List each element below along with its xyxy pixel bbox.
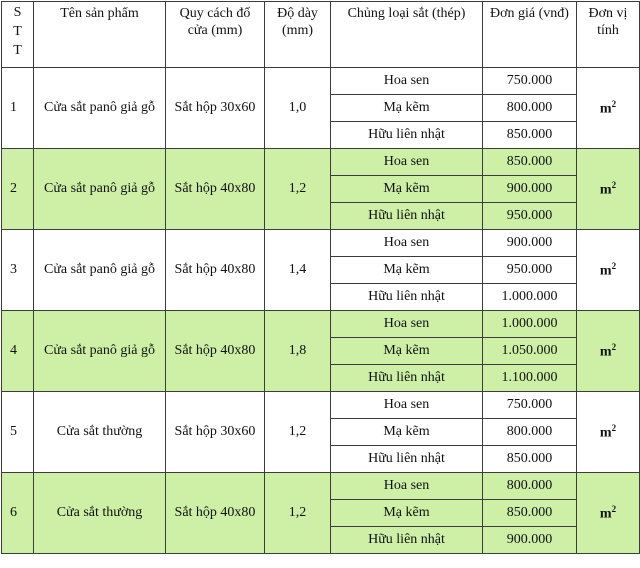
header-product-name: Tên sản phẩm <box>34 2 166 68</box>
steel-type-cell: Hữu liên nhật <box>331 284 483 311</box>
thickness-cell: 1,0 <box>265 68 331 149</box>
price-cell: 800.000 <box>483 419 577 446</box>
header-price: Đơn giá (vnđ) <box>483 2 577 68</box>
product-name-cell: Cửa sắt panô giả gỗ <box>34 149 166 230</box>
steel-type-cell: Hữu liên nhật <box>331 365 483 392</box>
steel-type-cell: Hữu liên nhật <box>331 446 483 473</box>
steel-type-cell: Hữu liên nhật <box>331 527 483 554</box>
thickness-cell: 1,4 <box>265 230 331 311</box>
price-cell: 1.000.000 <box>483 311 577 338</box>
steel-type-cell: Mạ kẽm <box>331 257 483 284</box>
stt-cell: 5 <box>2 392 34 473</box>
price-cell: 1.050.000 <box>483 338 577 365</box>
header-spec: Quy cách đố cửa (mm) <box>166 2 265 68</box>
stt-cell: 2 <box>2 149 34 230</box>
price-cell: 750.000 <box>483 392 577 419</box>
product-name-cell: Cửa sắt thường <box>34 473 166 554</box>
unit-cell: $m^2$ <box>577 473 640 554</box>
steel-type-cell: Mạ kẽm <box>331 176 483 203</box>
spec-cell: Sắt hộp 40x80 <box>166 230 265 311</box>
header-row <box>2 2 640 68</box>
price-cell: 850.000 <box>483 446 577 473</box>
steel-type-cell: Hoa sen <box>331 392 483 419</box>
price-cell: 850.000 <box>483 500 577 527</box>
steel-type-cell: Hữu liên nhật <box>331 203 483 230</box>
product-name-cell: Cửa sắt panô giả gỗ <box>34 311 166 392</box>
price-cell: 1.100.000 <box>483 365 577 392</box>
price-cell: 850.000 <box>483 149 577 176</box>
spec-cell: Sắt hộp 40x80 <box>166 149 265 230</box>
unit-cell: $m^2$ <box>577 392 640 473</box>
price-cell: 800.000 <box>483 473 577 500</box>
stt-cell: 4 <box>2 311 34 392</box>
product-name-cell: Cửa sắt thường <box>34 392 166 473</box>
thickness-cell: 1,2 <box>265 392 331 473</box>
thickness-cell: 1,8 <box>265 311 331 392</box>
table-row <box>2 230 640 257</box>
table-row <box>2 473 640 500</box>
steel-type-cell: Mạ kẽm <box>331 500 483 527</box>
price-table <box>1 1 640 554</box>
table-row <box>2 311 640 338</box>
table-row <box>2 68 640 95</box>
unit-cell: $m^2$ <box>577 149 640 230</box>
header-stt: S T T <box>2 2 34 68</box>
thickness-cell: 1,2 <box>265 149 331 230</box>
price-cell: 900.000 <box>483 176 577 203</box>
stt-cell: 6 <box>2 473 34 554</box>
price-cell: 900.000 <box>483 230 577 257</box>
spec-cell: Sắt hộp 30x60 <box>166 68 265 149</box>
product-name-cell: Cửa sắt panô giả gỗ <box>34 68 166 149</box>
steel-type-cell: Hoa sen <box>331 473 483 500</box>
spec-cell: Sắt hộp 40x80 <box>166 311 265 392</box>
table-body <box>2 68 640 554</box>
steel-type-cell: Mạ kẽm <box>331 95 483 122</box>
steel-type-cell: Mạ kẽm <box>331 419 483 446</box>
price-cell: 950.000 <box>483 203 577 230</box>
thickness-cell: 1,2 <box>265 473 331 554</box>
table-row <box>2 149 640 176</box>
price-cell: 850.000 <box>483 122 577 149</box>
steel-type-cell: Hữu liên nhật <box>331 122 483 149</box>
header-steel-type: Chủng loại sắt (thép) <box>331 2 483 68</box>
stt-cell: 3 <box>2 230 34 311</box>
steel-type-cell: Hoa sen <box>331 230 483 257</box>
unit-cell: $m^2$ <box>577 311 640 392</box>
price-cell: 950.000 <box>483 257 577 284</box>
steel-type-cell: Hoa sen <box>331 68 483 95</box>
steel-type-cell: Hoa sen <box>331 311 483 338</box>
spec-cell: Sắt hộp 40x80 <box>166 473 265 554</box>
stt-cell: 1 <box>2 68 34 149</box>
price-cell: 1.000.000 <box>483 284 577 311</box>
product-name-cell: Cửa sắt panô giả gỗ <box>34 230 166 311</box>
unit-cell: $m^2$ <box>577 230 640 311</box>
price-cell: 800.000 <box>483 95 577 122</box>
steel-type-cell: Mạ kẽm <box>331 338 483 365</box>
steel-type-cell: Hoa sen <box>331 149 483 176</box>
header-thickness: Độ dày (mm) <box>265 2 331 68</box>
header-unit: Đơn vị tính <box>577 2 640 68</box>
price-cell: 900.000 <box>483 527 577 554</box>
spec-cell: Sắt hộp 30x60 <box>166 392 265 473</box>
unit-cell: $m^2$ <box>577 68 640 149</box>
price-cell: 750.000 <box>483 68 577 95</box>
table-row <box>2 392 640 419</box>
